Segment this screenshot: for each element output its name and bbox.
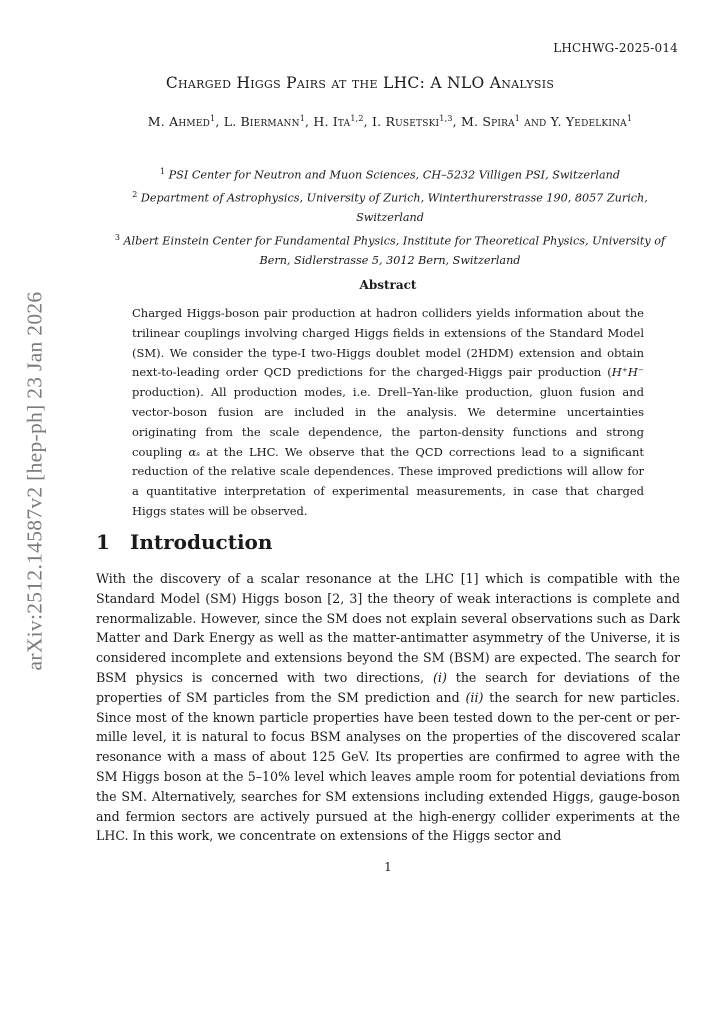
affiliation-text: Albert Einstein Center for Fundamental Physics, Institute for Theoretical Physics, University of Bern, Sidlerstrasse 5, 3012 Bern, Switzerland <box>123 234 666 268</box>
author-name: Y. Yedelkina <box>550 114 627 130</box>
author-affiliation-mark: 1 <box>514 114 521 123</box>
math-expression: αₛ <box>188 444 201 459</box>
body-text: the search for new particles. Since most of the known particle properties have been tested down to the per-cent or per-mille level, it is natural to focus BSM analyses on the properties of the discovered scalar resonance with a mass of about 125 GeV. Its properties are confirmed to agree with the SM Higgs boson at the 5–10% level which leaves ample room for potential deviations from the SM. Alternatively, searches for SM extensions including extended Higgs, gauge-boson and fermion sectors are actively pursued at the high-energy collider experiments at the LHC. In this work, we concentrate on extensions of the Higgs sector and <box>96 689 680 844</box>
enumeration-label: (i) <box>433 669 447 685</box>
author-affiliation-mark: 1 <box>626 114 633 123</box>
abstract-text <box>132 304 644 522</box>
abstract-heading: Abstract <box>359 278 417 292</box>
abstract-text-part: Charged Higgs-boson pair production at hadron colliders yields information about the trilinear couplings involving charged Higgs fields in extensions of the Standard Model (SM). We consider the type-I two-Higgs doublet model (2HDM) extension and obtain next-to-leading order QCD predictions for the charged-Higgs pair production ( <box>132 306 644 380</box>
math-expression: H⁺H⁻ <box>611 365 644 380</box>
body-text: the search for deviations of the properties of SM particles from the SM prediction and <box>96 669 681 705</box>
author-name: L. Biermann <box>223 114 300 130</box>
abstract-text-part: at the LHC. We observe that the QCD corrections lead to a significant reduction of the relative scale dependences. These improved predictions will allow for a quantitative interpretation of experimental measurements, in case that charged Higgs states will be observed. <box>132 444 644 518</box>
author-affiliation-mark: 1 <box>299 114 305 123</box>
abstract-text-part: production). All production modes, i.e. Drell–Yan-like production, gluon fusion and vector-boson fusion are included in the analysis. We determine uncertainties originating from the scale dependence, the parton-density functions and strong coupling <box>132 385 644 459</box>
section-number: 1 <box>96 530 110 554</box>
author-name: H. Ita <box>313 114 351 130</box>
introduction-paragraph <box>96 569 680 846</box>
affiliation-mark: 3 <box>114 232 120 242</box>
author-list: M. Ahmed$^1$, L. Biermann$^1$, H. Ita$^{1,2}$, I. Rusetski$^{1,3}$, M. Spira$^1$ and Y. Yedelkina$^1$ <box>147 114 633 130</box>
arxiv-identifier: arXiv:2512.14587v2 [hep-ph] 23 Jan 2026 <box>22 291 47 671</box>
report-number: LHCHWG-2025-014 <box>553 41 678 55</box>
affiliation-mark: 2 <box>132 190 138 200</box>
paper-title: Charged Higgs Pairs at the LHC: A NLO Analysis <box>165 74 555 92</box>
affiliation-list <box>100 162 680 271</box>
author-affiliation-mark: 1,3 <box>439 114 453 123</box>
author-name: M. Spira <box>460 114 515 130</box>
affiliation-mark: 1 <box>160 167 166 176</box>
author-affiliation-mark: 1 <box>210 114 216 123</box>
affiliation-text: PSI Center for Neutron and Muon Sciences, CH–5232 Villigen PSI, Switzerland <box>168 168 620 182</box>
author-affiliation-mark: 1,2 <box>350 114 364 123</box>
affiliation <box>100 162 680 185</box>
affiliation <box>100 228 680 271</box>
enumeration-label: (ii) <box>465 689 484 705</box>
author-name: I. Rusetski <box>372 114 440 130</box>
section-title: Introduction <box>130 530 273 554</box>
author-name: M. Ahmed <box>147 114 211 130</box>
author-conjunction: and <box>524 114 547 130</box>
affiliation <box>100 185 680 228</box>
affiliation-text: Department of Astrophysics, University of Zurich, Winterthurerstrasse 190, 8057 Zurich, Switzerland <box>140 191 648 225</box>
page-number: 1 <box>384 860 392 874</box>
body-text: With the discovery of a scalar resonance at the LHC [1] which is compatible with the Standard Model (SM) Higgs boson [2, 3] the theory of weak interactions is complete and renormalizable. However, since the SM does not explain several observations such as Dark Matter and Dark Energy as well as the matter-antimatter asymmetry of the Universe, it is considered incomplete and extensions beyond the SM (BSM) are expected. The search for BSM physics is concerned with two directions, <box>96 571 680 685</box>
section-heading <box>96 530 272 554</box>
